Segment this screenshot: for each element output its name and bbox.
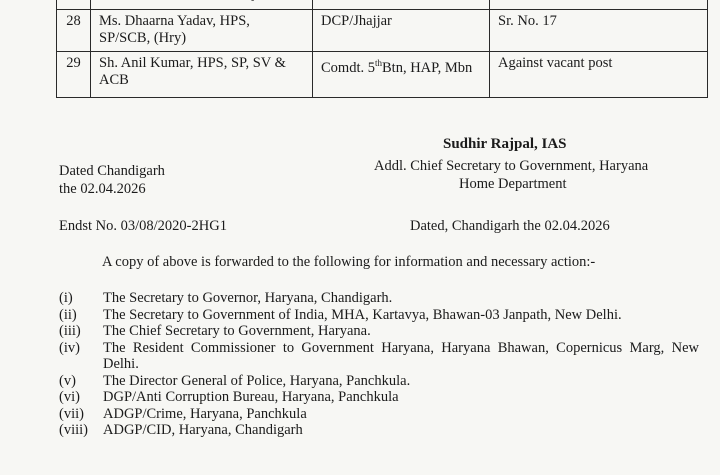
partial-row-text [99, 0, 277, 1]
name-cell [91, 0, 313, 10]
list-item [59, 290, 719, 307]
recipient-number: (vii) [59, 405, 84, 422]
recipient-number: (i) [59, 290, 73, 306]
sr-no-cell: 29 [57, 52, 91, 98]
recipient-text: ADGP/Crime, Haryana, Panchkula [103, 405, 307, 422]
remarks-cell: Against vacant post [490, 52, 708, 98]
remarks-cell [490, 0, 708, 10]
posting-text-prefix: Comdt. 5 [321, 59, 375, 76]
list-item [59, 307, 719, 324]
recipient-number: (iv) [59, 339, 80, 356]
table-row [57, 10, 708, 52]
posting-cell [313, 0, 490, 10]
list-item [59, 406, 719, 423]
dated-place: Dated Chandigarh [59, 163, 165, 179]
sr-no-cell: 28 [57, 10, 91, 52]
recipient-number: (ii) [59, 306, 77, 323]
posting-text-suffix: Btn, HAP, Mbn [382, 59, 473, 76]
recipient-text: DGP/Anti Corruption Bureau, Haryana, Panchkula [103, 389, 399, 405]
list-item [59, 323, 719, 340]
recipient-text: ADGP/CID, Haryana, Chandigarh [103, 422, 303, 438]
recipient-list [59, 290, 719, 439]
posting-cell: DCP/Jhajjar [313, 10, 490, 52]
table-row [57, 52, 708, 98]
endorsement-date: Dated, Chandigarh the 02.04.2026 [410, 218, 610, 234]
list-item [59, 422, 719, 439]
recipient-number: (v) [59, 372, 76, 389]
recipient-number: (vi) [59, 389, 80, 405]
recipient-text: The Secretary to Government of India, MHA, Kartavya, Bhawan-03 Janpath, New Delhi. [103, 306, 622, 323]
remarks-cell: Sr. No. 17 [490, 10, 708, 52]
recipient-text: The Resident Commissioner to Government Haryana, Haryana Bhawan, Copernicus Marg, New Delhi. [103, 339, 699, 372]
posting-superscript: th [374, 58, 382, 68]
posting-cell [313, 52, 490, 98]
recipient-text: The Director General of Police, Haryana, Panchkula. [103, 372, 411, 389]
endorsement-number: Endst No. 03/08/2020-2HG1 [59, 218, 227, 234]
name-cell: Sh. Anil Kumar, HPS, SP, SV & ACB [91, 52, 313, 98]
signatory-designation: Addl. Chief Secretary to Government, Haryana [374, 158, 649, 174]
recipient-number: (viii) [59, 422, 88, 438]
list-item [59, 373, 719, 390]
list-item [59, 389, 719, 406]
table-row-partial [57, 0, 708, 10]
list-item [59, 340, 719, 373]
recipient-text: The Chief Secretary to Government, Haryana. [103, 323, 371, 339]
sr-no-cell [57, 0, 91, 10]
recipient-text: The Secretary to Governor, Haryana, Chandigarh. [103, 290, 393, 306]
transfer-table [56, 0, 708, 98]
dated-date: the 02.04.2026 [59, 181, 146, 197]
recipient-number: (iii) [59, 323, 81, 339]
signatory-department: Home Department [459, 176, 567, 192]
forward-text: A copy of above is forwarded to the following for information and necessary action:- [102, 254, 596, 270]
name-cell: Ms. Dhaarna Yadav, HPS, SP/SCB, (Hry) [91, 10, 313, 52]
signatory-name: Sudhir Rajpal, IAS [443, 136, 567, 152]
